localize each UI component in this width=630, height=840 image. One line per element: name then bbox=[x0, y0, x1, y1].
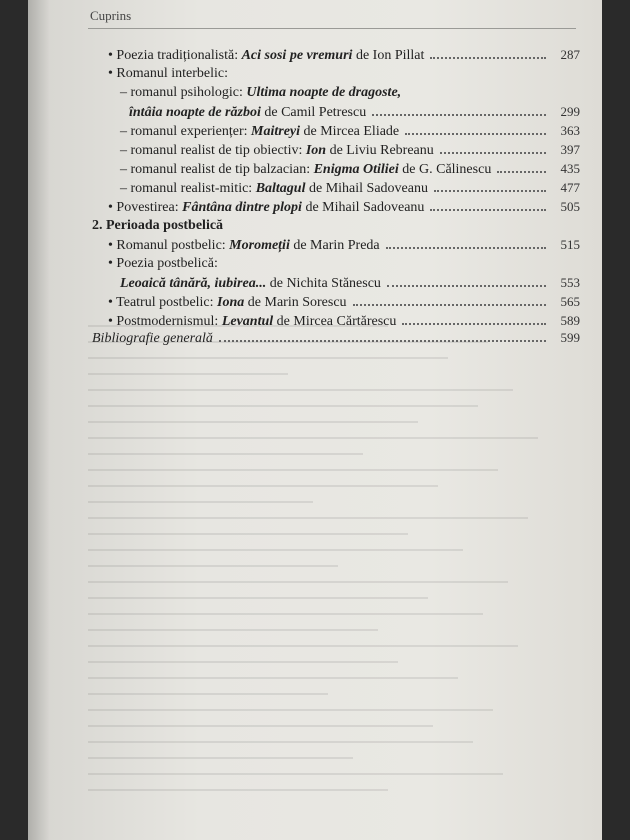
work-title: Aci sosi pe vremuri bbox=[241, 48, 353, 63]
page-number: 553 bbox=[560, 275, 580, 290]
bullet: • bbox=[108, 295, 113, 310]
page-number: 505 bbox=[560, 199, 580, 214]
entry-author: de G. Călinescu bbox=[398, 162, 492, 177]
work-title: întâia noapte de război bbox=[129, 105, 261, 120]
entry-author: de Nichita Stănescu bbox=[266, 276, 381, 291]
entry-text bbox=[120, 162, 491, 178]
page-number: 287 bbox=[560, 47, 580, 62]
entry-author: de Marin Preda bbox=[289, 238, 380, 253]
entry-prefix: Poezia tradiționalistă: bbox=[116, 48, 242, 63]
entry-prefix: Povestirea: bbox=[116, 200, 183, 215]
work-title: Moromeții bbox=[229, 238, 290, 253]
leader-dots bbox=[430, 57, 546, 59]
toc-entry bbox=[108, 256, 218, 272]
leader-dots bbox=[497, 171, 546, 173]
entry-text bbox=[120, 143, 434, 159]
book-page bbox=[28, 0, 602, 840]
toc-entry bbox=[120, 180, 580, 197]
entry-prefix: Postmodernismul: bbox=[116, 314, 222, 329]
entry-author: de Mircea Eliade bbox=[300, 124, 400, 139]
leader-dots bbox=[386, 247, 546, 249]
page-number: 363 bbox=[560, 123, 580, 138]
entry-text bbox=[120, 276, 381, 292]
entry-prefix: – romanul realist-mitic: bbox=[120, 181, 256, 196]
entry-text bbox=[108, 200, 424, 216]
toc-entry bbox=[120, 85, 401, 101]
leader-dots bbox=[372, 114, 546, 116]
work-title: Ion bbox=[305, 143, 327, 158]
entry-text: Poezia postbelică: bbox=[116, 256, 218, 271]
toc-entry bbox=[108, 294, 580, 311]
bullet: • bbox=[108, 314, 113, 329]
section-heading: 2. Perioada postbelică bbox=[92, 218, 224, 233]
running-header: Cuprins bbox=[90, 8, 132, 23]
toc-entry bbox=[108, 66, 228, 82]
entry-prefix: – romanul realist de tip balzacian: bbox=[120, 162, 314, 177]
entry-author: de Marin Sorescu bbox=[244, 295, 347, 310]
entry-author: de Mihail Sadoveanu bbox=[305, 181, 428, 196]
leader-dots bbox=[353, 304, 546, 306]
toc-entry bbox=[108, 237, 580, 254]
entry-author: de Mircea Cărtărescu bbox=[273, 314, 397, 329]
entry-text bbox=[129, 105, 366, 121]
page-number: 477 bbox=[560, 180, 580, 195]
toc-entry bbox=[120, 161, 580, 178]
entry-text bbox=[120, 124, 399, 140]
entry-text bbox=[108, 48, 424, 64]
header-rule bbox=[88, 28, 576, 29]
entry-text bbox=[120, 181, 428, 197]
bullet: • bbox=[108, 200, 113, 215]
entry-author: de Ion Pillat bbox=[352, 48, 425, 63]
leader-dots bbox=[405, 133, 546, 135]
toc-entry bbox=[120, 275, 580, 292]
entry-prefix: – romanul realist de tip obiectiv: bbox=[120, 143, 306, 158]
work-title: Ultima noapte de dragoste, bbox=[246, 85, 402, 100]
work-title: Levantul bbox=[221, 314, 274, 329]
entry-text bbox=[108, 295, 347, 311]
entry-prefix: Teatrul postbelic: bbox=[116, 295, 218, 310]
work-title: Maitreyi bbox=[251, 124, 301, 139]
entry-prefix: Romanul postbelic: bbox=[116, 238, 230, 253]
leader-dots bbox=[440, 152, 546, 154]
page-number: 397 bbox=[560, 142, 580, 157]
toc-entry bbox=[120, 123, 580, 140]
page-number: 565 bbox=[560, 294, 580, 309]
entry-prefix: – romanul psihologic: bbox=[120, 85, 247, 100]
toc-entry bbox=[129, 104, 580, 121]
work-title: Enigma Otiliei bbox=[313, 162, 399, 177]
work-title: Iona bbox=[217, 295, 245, 310]
work-title: Fântâna dintre plopi bbox=[182, 200, 302, 215]
entry-text bbox=[108, 238, 380, 254]
entry-author: de Camil Petrescu bbox=[260, 105, 367, 120]
toc-entry bbox=[120, 142, 580, 159]
page-number: 589 bbox=[560, 313, 580, 328]
toc-entry bbox=[108, 199, 580, 216]
entry-prefix: – romanul experiențer: bbox=[120, 124, 252, 139]
entry-author: de Mihail Sadoveanu bbox=[301, 200, 425, 215]
entry-text: Romanul interbelic: bbox=[116, 66, 228, 81]
page-number: 435 bbox=[560, 161, 580, 176]
work-title: Leoaică tânără, iubirea... bbox=[120, 276, 267, 291]
work-title: Baltagul bbox=[255, 181, 306, 196]
bullet: • bbox=[108, 48, 113, 63]
page-shadow bbox=[28, 0, 50, 840]
page-number: 515 bbox=[560, 237, 580, 252]
page-number: 299 bbox=[560, 104, 580, 119]
bullet: • bbox=[108, 256, 113, 271]
leader-dots bbox=[430, 209, 546, 211]
bullet: • bbox=[108, 238, 113, 253]
leader-dots bbox=[387, 285, 546, 287]
toc-entry bbox=[108, 47, 580, 64]
entry-author: de Liviu Rebreanu bbox=[326, 143, 434, 158]
entry-text: Bibliografie generală bbox=[92, 331, 213, 346]
page-number: 599 bbox=[560, 330, 580, 345]
leader-dots bbox=[434, 190, 546, 192]
show-through-texture bbox=[88, 325, 588, 825]
bullet: • bbox=[108, 66, 113, 81]
